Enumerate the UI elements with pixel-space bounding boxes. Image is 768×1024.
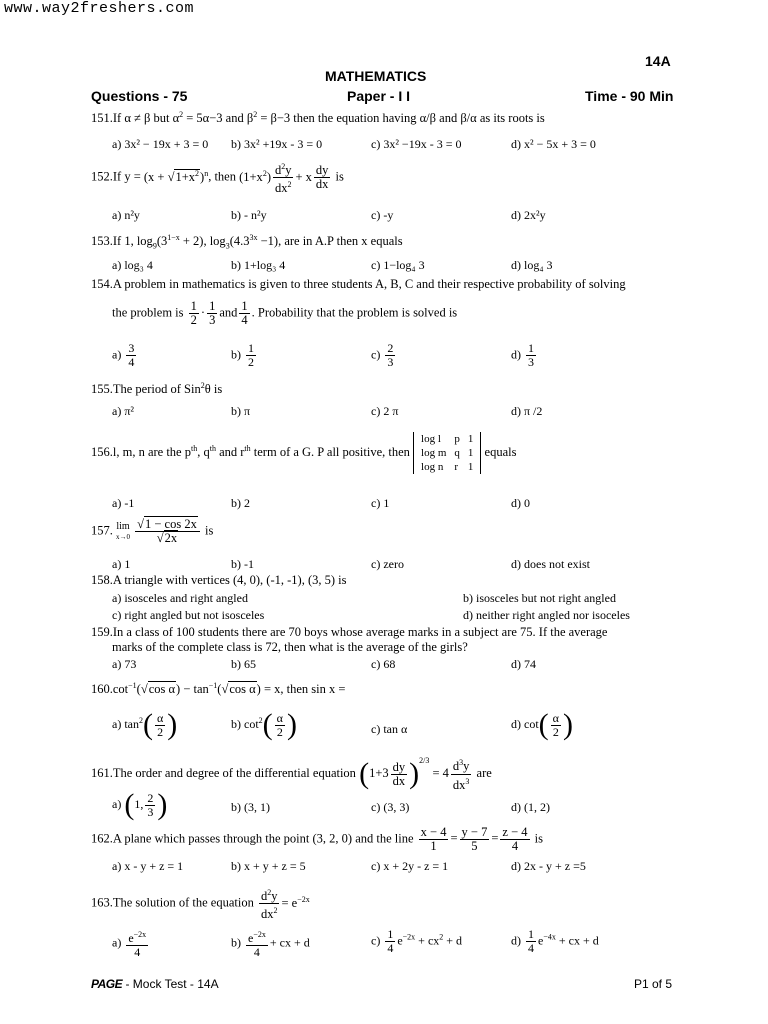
q151-option-a: a) 3x² − 19x + 3 = 0	[112, 137, 209, 151]
q151-option-c: c) 3x² −19x - 3 = 0	[371, 137, 462, 151]
q162-line: $\frac{x - 4}{1}$ = $\frac{y - 7}{5}$ = $\frac{z - 4}{4}$	[420, 825, 528, 853]
q163-option-a: a) $\frac{e^{-2x}}{4}$	[112, 930, 147, 959]
q162-option-d: d) 2x - y + z =5	[511, 859, 586, 873]
q152-option-d: d) 2x²y	[511, 208, 546, 222]
question-159-line1: 159.In a class of 100 students there are 70 boys whose average marks in a subject are 75. If the average	[91, 625, 608, 639]
q151-option-b: b) 3x² +19x - 3 = 0	[231, 137, 323, 151]
paper-code: 14A	[645, 53, 671, 69]
question-154-line2: the problem is $\frac{1}{2}$ · $\frac{1}{3}$ and $\frac{1}{4}$ . Probability that the problem is solved is	[112, 299, 458, 327]
q153-terms: $\log_9(3^{1-x} + 2)$, $\log_3(4.3^{3x} -1)$,	[136, 233, 285, 251]
question-162: 162.A plane which passes through the point (3, 2, 0) and the line $\frac{x - 4}{1}$ = $\frac{y - 7}{5}$ = $\frac{z - 4}{4}$ is	[91, 825, 543, 853]
time-limit: Time - 90 Min	[585, 88, 674, 104]
q161-option-b: b) (3, 1)	[231, 800, 270, 814]
q152-option-a: a) n²y	[112, 208, 140, 222]
q155-option-b: b) π	[231, 404, 251, 418]
q157-option-a: a) 1	[112, 557, 131, 571]
q156-determinant: log l p 1 log m q 1 log n r 1	[413, 432, 481, 474]
q162-option-b: b) x + y + z = 5	[231, 859, 306, 873]
q152-option-c: c) -y	[371, 208, 394, 222]
q161-equation: (1+3 $\frac{dy}{dx}$ )$^{2/3}$ = 4 $\frac{d^3y}{dx^3}$	[359, 756, 470, 792]
q157-option-b: b) -1	[231, 557, 254, 571]
q162-option-a: a) x - y + z = 1	[112, 859, 184, 873]
q154-option-b: b) $\frac{1}{2}$	[231, 341, 254, 369]
question-158: 158.A triangle with vertices (4, 0), (-1, -1), (3, 5) is	[91, 573, 347, 587]
q152-operator: $(1+x^2)$ $\frac{d^2y}{dx^2}$ + x $\frac{dy}{dx}$	[239, 162, 329, 196]
q157-limit: lim x→0	[116, 520, 130, 541]
question-152: 152.If $y = (x + √1+x^2)^n$, then $(1+x^2)$ $\frac{d^2y}{dx^2}$ + x $\frac{dy}{dx}$ is	[91, 162, 344, 196]
q158-option-d: d) neither right angled nor isoceles	[463, 608, 630, 622]
question-157: 157. lim x→0 $\frac{√1 - \cos 2x}{√2x}$ is	[91, 517, 214, 545]
q159-option-a: a) 73	[112, 657, 137, 671]
page-number: P1 of 5	[634, 977, 673, 991]
q160-equation: $\cot^{-1}(√\cos$ $\alpha) - \tan^{-1}(√\cos$ α)	[112, 681, 264, 697]
q163-option-b: b) $\frac{e^{-2x}}{4}$ + cx + d	[231, 930, 310, 959]
q162-option-c: c) x + 2y - z = 1	[371, 859, 449, 873]
q161-option-a: a) (1, $\frac{2}{3}$ )	[112, 788, 168, 821]
q154-option-c: c) $\frac{2}{3}$	[371, 341, 394, 369]
q157-option-c: c) zero	[371, 557, 404, 571]
q158-option-b: b) isosceles but not right angled	[463, 591, 616, 605]
q160-option-b: b) $\cot^2$( $\frac{\alpha}{2}$ )	[231, 708, 297, 741]
q159-option-d: d) 74	[511, 657, 536, 671]
subject-title: MATHEMATICS	[325, 68, 427, 84]
question-160: $160.\cot^{-1}(√\cos$ $\alpha) - \tan^{-1}(√\cos$ α) = x, then sin x =	[91, 681, 346, 697]
q161-option-d: d) (1, 2)	[511, 800, 550, 814]
q154-option-d: d) $\frac{1}{3}$	[511, 341, 534, 369]
question-156: 156.l, m, n are the $p^{th}$, $q^{th}$ and $r^{th}$ term of a G. P all positive, then log l p 1 log m q 1 log n r 1 equals	[91, 433, 517, 473]
question-161: 161.The order and degree of the differential equation (1+3 $\frac{dy}{dx}$ )$^{2/3}$ = 4 $\frac{d^3y}{dx^3}$ are	[91, 756, 492, 792]
question-159-line2: marks of the complete class is 72, then what is the average of the girls?	[112, 640, 468, 654]
q156-option-a: a) -1	[112, 496, 135, 510]
q151-option-d: d) x² − 5x + 3 = 0	[511, 137, 596, 151]
q155-option-a: a) π²	[112, 404, 134, 418]
q156-option-d: d) 0	[511, 496, 530, 510]
q153-option-d: d) log₄ 3	[511, 258, 553, 272]
q152-expression: $(x + √1+x^2)^n$	[143, 168, 209, 184]
q158-option-c: c) right angled but not isosceles	[112, 608, 265, 622]
question-count: Questions - 75	[91, 88, 188, 104]
footer-label: PAGE - Mock Test - 14A	[91, 977, 219, 991]
q153-option-a: a) log₃ 4	[112, 258, 153, 272]
q156-option-b: b) 2	[231, 496, 250, 510]
q153-option-c: c) 1−log₄ 3	[371, 258, 425, 272]
footer-brand: PAGE	[91, 977, 123, 991]
q156-option-c: c) 1	[371, 496, 390, 510]
q159-option-b: b) 65	[231, 657, 256, 671]
watermark-url: www.way2freshers.com	[4, 0, 195, 17]
q153-option-b: b) 1+log₃ 4	[231, 258, 286, 272]
q159-option-c: c) 68	[371, 657, 396, 671]
question-151: 151.If α ≠ β but $\alpha^2 = 5\alpha-3$ and $\beta^2 = \beta-3$ then the equation having α/β and β/α as its roots is	[91, 110, 545, 126]
paper-number: Paper - I I	[347, 88, 411, 104]
q151-condition: α ≠ β but $\alpha^2 = 5\alpha-3$ and $\beta^2 = \beta-3$	[124, 110, 294, 126]
q160-option-c: c) tan α	[371, 722, 408, 736]
question-155: 155.The period of Sin$^2$θ is	[91, 381, 223, 397]
question-153: 153.If 1, $\log_9(3^{1-x} + 2)$, $\log_3(4.3^{3x} -1)$, are in A.P then x equals	[91, 233, 403, 251]
q152-option-b: b) - n²y	[231, 208, 267, 222]
q160-option-d: d) cot( $\frac{\alpha}{2}$ )	[511, 708, 573, 741]
q157-fraction: $\frac{√1 - \cos 2x}{√2x}$	[135, 518, 200, 545]
q155-option-d: d) π /2	[511, 404, 543, 418]
q155-option-c: c) 2 π	[371, 404, 399, 418]
q161-option-c: c) (3, 3)	[371, 800, 410, 814]
q154-option-a: a) $\frac{3}{4}$	[112, 341, 135, 369]
q160-option-a: a) $\tan^2$( $\frac{\alpha}{2}$ )	[112, 708, 178, 741]
q155-function: Sin$^2$θ	[184, 381, 211, 397]
q158-option-a: a) isosceles and right angled	[112, 591, 248, 605]
q163-option-c: c) $\frac{1}{4}$ $e^{-2x} + cx^2 + d$	[371, 927, 463, 955]
question-154-line1: 154.A problem in mathematics is given to three students A, B, C and their respective probability of solving	[91, 277, 626, 291]
q156-ordinals: $p^{th}$, $q^{th}$ and $r^{th}$	[184, 443, 251, 459]
question-163: 163.The solution of the equation $\frac{d^2y}{dx^2}$ = $e^{-2x}$	[91, 888, 310, 922]
q157-option-d: d) does not exist	[511, 557, 590, 571]
q163-equation: $\frac{d^2y}{dx^2}$ = $e^{-2x}$	[260, 888, 310, 922]
q163-option-d: d) $\frac{1}{4}$ $e^{-4x}$ + cx + d	[511, 927, 599, 955]
